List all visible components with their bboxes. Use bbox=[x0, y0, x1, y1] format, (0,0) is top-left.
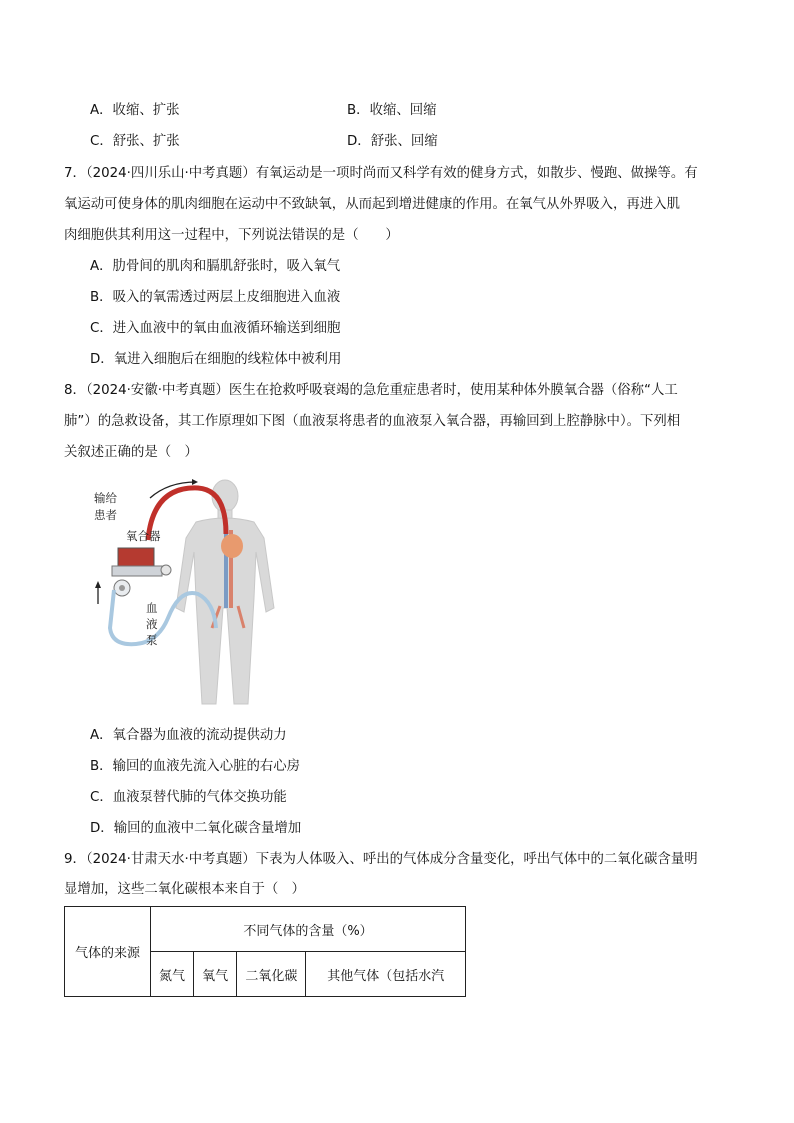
q8-option-b[interactable]: B．输回的血液先流入心脏的右心房 bbox=[90, 759, 301, 774]
q8-option-c[interactable]: C．血液泵替代肺的气体交换功能 bbox=[90, 790, 287, 805]
q7-option-d[interactable]: D．氧进入细胞后在细胞的线粒体中被利用 bbox=[90, 352, 342, 367]
row-header-cell: 气体的来源 bbox=[65, 907, 151, 997]
label-pump-line-2: 液 bbox=[146, 617, 158, 631]
q7-option-a[interactable]: A．肋骨间的肌肉和膈肌舒张时，吸入氧气 bbox=[90, 259, 341, 274]
oxygenator-device bbox=[112, 548, 171, 576]
q8-stem-line-1: 8．（2024·安徽·中考真题）医生在抢救呼吸衰竭的急危重症患者时，使用某种体外膜氧合器（俗称“人工 bbox=[64, 383, 678, 398]
label-return-line-2: 患者 bbox=[94, 508, 117, 522]
label-pump-line-1: 血 bbox=[146, 601, 158, 615]
label-oxygenator: 氧合器 bbox=[126, 529, 161, 543]
gas-content-table bbox=[64, 906, 466, 997]
group-header-cell: 不同气体的含量（%） bbox=[151, 907, 466, 952]
q6-option-a[interactable]: A．收缩、扩张 bbox=[90, 103, 180, 118]
label-return-line-1: 输给 bbox=[94, 491, 117, 505]
ecmo-diagram bbox=[88, 478, 288, 706]
q7-stem-line-3: 肉细胞供其利用这一过程中，下列说法错误的是（ ） bbox=[64, 228, 399, 243]
q8-stem-line-3: 关叙述正确的是（ ） bbox=[64, 445, 198, 460]
q8-stem-line-2: 肺”）的急救设备，其工作原理如下图（血液泵将患者的血液泵入氧合器，再输回到上腔静脉中）。下列相 bbox=[64, 414, 681, 429]
column-header-oxygen: 氧气 bbox=[194, 952, 237, 997]
q7-stem-line-2: 氧运动可使身体的肌肉细胞在运动中不致缺氧，从而起到增进健康的作用。在氧气从外界吸入，再进入肌 bbox=[64, 197, 680, 212]
q8-option-d[interactable]: D．输回的血液中二氧化碳含量增加 bbox=[90, 821, 302, 836]
q7-option-c[interactable]: C．进入血液中的氧由血液循环输送到细胞 bbox=[90, 321, 341, 336]
label-pump-line-3: 泵 bbox=[146, 633, 158, 647]
column-header-nitrogen: 氮气 bbox=[151, 952, 194, 997]
q8-option-a[interactable]: A．氧合器为血液的流动提供动力 bbox=[90, 728, 287, 743]
q6-option-b[interactable]: B．收缩、回缩 bbox=[347, 103, 437, 118]
column-header-co2: 二氧化碳 bbox=[237, 952, 306, 997]
blood-pump-device bbox=[114, 580, 130, 596]
q6-option-c[interactable]: C．舒张、扩张 bbox=[90, 134, 180, 149]
q7-stem-line-1: 7．（2024·四川乐山·中考真题）有氧运动是一项时尚而又科学有效的健身方式，如散步、慢跑、做操等。有 bbox=[64, 166, 698, 181]
q7-option-b[interactable]: B．吸入的氧需透过两层上皮细胞进入血液 bbox=[90, 290, 341, 305]
q9-stem-line-2: 显增加，这些二氧化碳根本来自于（ ） bbox=[64, 882, 306, 897]
q9-stem-line-1: 9．（2024·甘肃天水·中考真题）下表为人体吸入、呼出的气体成分含量变化，呼出气体中的二氧化碳含量明 bbox=[64, 852, 698, 867]
ecmo-figure bbox=[88, 478, 288, 706]
column-header-other-gases: 其他气体（包括水汽 bbox=[306, 952, 466, 997]
q6-option-d[interactable]: D．舒张、回缩 bbox=[347, 134, 438, 149]
